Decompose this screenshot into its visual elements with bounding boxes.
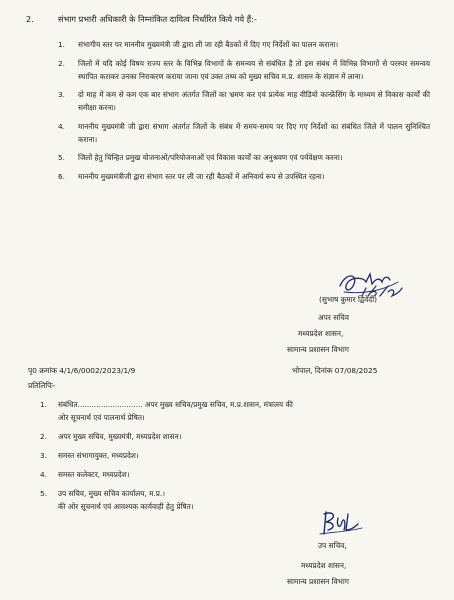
copy-text-line1: संबंधित............................ अपर मुख्य सचिव/प्रमुख सचिव, म.प्र.शासन, मंत्रालय की [58, 400, 293, 409]
copy-number: 1. [40, 400, 47, 409]
duty-item [58, 151, 430, 164]
copy-item [40, 398, 430, 424]
duty-number: 6. [58, 171, 65, 181]
copy-number: 3. [40, 451, 47, 460]
copy-number: 5. [40, 489, 47, 498]
duties-list [58, 38, 430, 188]
copy-list [40, 398, 430, 519]
signatory-department: सामान्य प्रशासन विभाग [287, 345, 349, 354]
duty-text: जिलों में यदि कोई विषय राज्य स्तर के विभिन्न विभागों के समन्वय से संबंधित है तो इस संबंध में विभिन्न विभागों से परस्पर समन्वय स्थापित कराकर उनका निराकरण कराया जाना एवं उक्त तथ्य को मुख्य सचिव म.प्र. शासन के संज्ञान में लाना। [78, 58, 430, 81]
duty-number: 5. [58, 153, 65, 162]
copy-item [40, 449, 430, 462]
copy-item [40, 487, 430, 513]
copy-text-line2: की ओर सूचनार्थ एवं आवश्यक कार्यवाही हेतु प्रेषित। [58, 502, 194, 511]
signatory-government: मध्यप्रदेश शासन, [298, 329, 344, 338]
copy-item [40, 430, 430, 443]
duty-text: संभागीय स्तर पर माननीय मुख्यमंत्री जी द्वारा ली जा रही बैठकों में दिए गए निर्देशों का पालन कराना। [78, 40, 339, 49]
duty-text: माननीय मुख्यमंत्री जी द्वारा संभाग अंतर्गत जिलों के संबंध में समय-समय पर दिए गए निर्देशों का संबंधित जिले में पालन सुनिश्चित कराना। [78, 121, 430, 144]
copy-text-line2: ओर सूचनार्थ एवं पालनार्थ प्रेषित। [58, 413, 145, 422]
duty-number: 2. [58, 58, 65, 68]
copy-number: 2. [40, 432, 47, 441]
copy-text-line1: समस्त संभागायुक्त, मध्यप्रदेश। [58, 451, 139, 460]
signatory-designation: अपर सचिव [318, 313, 349, 322]
duty-item [58, 170, 430, 183]
deputy-department: सामान्य प्रशासन विभाग [287, 577, 349, 586]
duty-item [58, 57, 430, 83]
deputy-government: मध्यप्रदेश शासन, [301, 561, 347, 570]
duty-number: 1. [58, 40, 65, 49]
duty-number: 3. [58, 90, 65, 99]
section-heading: संभाग प्रभारी अधिकारी के निम्नांकित दायित्व निर्धारित किये गये हैं:- [58, 14, 257, 24]
memo-number: पृ0 क्रमांक 4/1/6/0002/2023/1/9 [28, 366, 136, 375]
copy-text-line1: समस्त कलेक्टर, मध्यप्रदेश। [58, 470, 130, 479]
copy-label: प्रतिलिपिः- [28, 381, 56, 390]
duty-number: 4. [58, 121, 65, 131]
copy-number: 4. [40, 470, 47, 479]
copy-text-line1: अपर मुख्य सचिव, मुख्यमंत्री, मध्यप्रदेश शासन। [58, 432, 182, 441]
duty-text: जिलों हेतु चिन्हित प्रमुख योजनाओं/परियोजनाओं एवं विकास कार्यों का अनुश्रवण एवं पर्यवेक्षण करना। [78, 153, 343, 162]
memo-date: भोपाल, दिनांक 07/08/2025 [292, 366, 378, 375]
handwritten-signature-2 [318, 508, 364, 538]
deputy-designation: उप सचिव, [318, 541, 347, 550]
duty-text: माननीय मुख्यमंत्रीजी द्वारा संभाग स्तर पर ली जा रही बैठकों में अनिवार्य रूप से उपस्थित रहना। [78, 171, 325, 181]
signatory-name: (सुभाष कुमार द्विवेदी) [319, 295, 377, 304]
section-number: 2. [26, 14, 34, 24]
duty-item [58, 120, 430, 146]
duty-text: दो माह में कम से कम एक बार संभाग अंतर्गत जिलों का भ्रमण कर एवं प्रत्येक माह वीडियो कान्फ्रेंसिंग के माध्यम से विकास कार्यों की समीक्षा करना। [78, 90, 430, 112]
copy-text-line1: उप सचिव, मुख्य सचिव कार्यालय, म.प्र.। [58, 489, 165, 498]
duty-item [58, 38, 430, 51]
duty-item [58, 88, 430, 114]
copy-item [40, 468, 430, 481]
